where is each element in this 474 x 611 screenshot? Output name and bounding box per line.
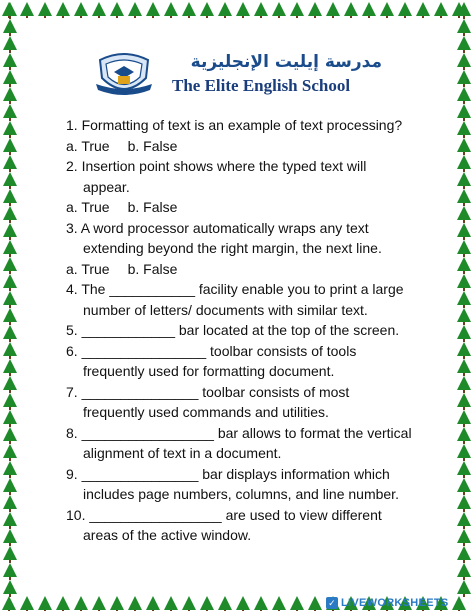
tree-icon — [457, 495, 471, 509]
tree-icon — [254, 596, 268, 610]
question-10-cont: areas of the active window. — [83, 527, 252, 543]
tree-icon — [457, 104, 471, 118]
answer-options-3 — [66, 259, 424, 280]
tree-icon — [457, 546, 471, 560]
tree-icon — [3, 19, 17, 33]
tree-icon — [3, 172, 17, 186]
tree-icon — [200, 2, 214, 16]
tree-icon — [164, 596, 178, 610]
question-4: 4. The ___________ facility enable you to print a large — [66, 281, 404, 297]
school-name-arabic: مدرسة إيليت الإنجليزية — [190, 52, 382, 72]
tree-icon — [457, 427, 471, 441]
tree-icon — [3, 308, 17, 322]
tree-icon — [457, 274, 471, 288]
tree-icon — [362, 2, 376, 16]
tree-icon — [92, 596, 106, 610]
tree-icon — [457, 206, 471, 220]
tree-icon — [3, 444, 17, 458]
tree-icon — [236, 2, 250, 16]
tree-icon — [3, 410, 17, 424]
tree-icon — [146, 2, 160, 16]
tree-icon — [3, 427, 17, 441]
tree-icon — [254, 2, 268, 16]
tree-icon — [3, 87, 17, 101]
tree-icon — [434, 2, 448, 16]
tree-icon — [308, 2, 322, 16]
tree-icon — [3, 529, 17, 543]
question-8-cont: alignment of text in a document. — [83, 445, 282, 461]
tree-icon — [38, 596, 52, 610]
tree-icon — [457, 2, 471, 16]
question-8: 8. _________________ bar allows to format the vertical — [66, 424, 412, 441]
tree-icon — [457, 410, 471, 424]
tree-icon — [457, 138, 471, 152]
option-false: b. False — [127, 199, 178, 215]
tree-icon — [20, 2, 34, 16]
option-false: b. False — [127, 260, 178, 277]
question-7-cont: frequently used commands and utilities. — [83, 404, 329, 420]
tree-icon — [3, 495, 17, 509]
question-3-cont: extending beyond the right margin, the next line. — [83, 240, 382, 256]
tree-icon — [38, 2, 52, 16]
tree-icon — [3, 70, 17, 84]
question-7: 7. _______________ toolbar consists of most — [66, 383, 350, 400]
option-true: a. True — [66, 199, 110, 215]
tree-icon — [457, 529, 471, 543]
tree-icon — [3, 393, 17, 407]
tree-icon — [3, 376, 17, 390]
tree-icon — [3, 257, 17, 271]
tree-icon — [3, 461, 17, 475]
school-name-english: The Elite English School — [172, 76, 351, 95]
school-logo — [96, 50, 386, 102]
tree-icon — [110, 596, 124, 610]
tree-icon — [3, 512, 17, 526]
tree-icon — [218, 596, 232, 610]
tree-icon — [3, 223, 17, 237]
tree-icon — [3, 546, 17, 560]
tree-icon — [74, 2, 88, 16]
tree-icon — [3, 155, 17, 169]
tree-icon — [457, 444, 471, 458]
tree-icon — [92, 2, 106, 16]
tree-icon — [74, 596, 88, 610]
option-false: b. False — [127, 137, 178, 154]
tree-icon — [457, 240, 471, 254]
right-tree-border — [454, 0, 474, 611]
tree-icon — [110, 2, 124, 16]
tree-icon — [3, 189, 17, 203]
worksheet-questions — [66, 115, 424, 546]
tree-icon — [457, 36, 471, 50]
tree-icon — [3, 325, 17, 339]
question-9: 9. _______________ bar displays information which — [66, 465, 390, 482]
tree-icon — [128, 596, 142, 610]
tree-icon — [290, 2, 304, 16]
tree-icon — [380, 2, 394, 16]
tree-icon — [344, 2, 358, 16]
question-3: 3. A word processor automatically wraps any text — [66, 219, 369, 236]
tree-icon — [457, 155, 471, 169]
question-10: 10. _________________ are used to view different — [66, 506, 382, 523]
question-4-cont: number of letters/ documents with similar text. — [83, 301, 368, 318]
tree-icon — [457, 563, 471, 577]
top-tree-border — [0, 0, 474, 18]
tree-icon — [457, 19, 471, 33]
tree-icon — [457, 87, 471, 101]
liveworksheets-logo[interactable] — [326, 596, 449, 610]
answer-options-1 — [66, 136, 424, 157]
tree-icon — [457, 461, 471, 475]
tree-icon — [3, 240, 17, 254]
tree-icon — [272, 2, 286, 16]
tree-icon — [398, 2, 412, 16]
question-6: 6. ________________ toolbar consists of tools — [66, 342, 357, 359]
tree-icon — [326, 2, 340, 16]
tree-icon — [457, 342, 471, 356]
tree-icon — [457, 291, 471, 305]
tree-icon — [3, 359, 17, 373]
question-2: 2. Insertion point shows where the typed text will — [66, 158, 367, 174]
option-true: a. True — [66, 260, 110, 277]
tree-icon — [457, 478, 471, 492]
tree-icon — [457, 359, 471, 373]
tree-icon — [3, 138, 17, 152]
tree-icon — [164, 2, 178, 16]
tree-icon — [457, 376, 471, 390]
tree-icon — [56, 2, 70, 16]
tree-icon — [3, 36, 17, 50]
question-6-cont: frequently used for formatting document. — [83, 363, 335, 379]
tree-icon — [3, 580, 17, 594]
tree-icon — [457, 223, 471, 237]
tree-icon — [3, 563, 17, 577]
tree-icon — [457, 393, 471, 407]
liveworksheets-icon: ✓ — [326, 597, 338, 609]
tree-icon — [457, 70, 471, 84]
tree-icon — [290, 596, 304, 610]
tree-icon — [308, 596, 322, 610]
answer-options-2 — [66, 197, 424, 218]
liveworksheets-brand-text: LIVEWORKSHEETS — [341, 597, 449, 609]
question-5: 5. ____________ bar located at the top of the screen. — [66, 322, 400, 338]
school-crest-icon — [96, 50, 152, 100]
tree-icon — [457, 189, 471, 203]
tree-icon — [3, 121, 17, 135]
tree-icon — [3, 342, 17, 356]
tree-icon — [56, 596, 70, 610]
left-tree-border — [0, 0, 20, 611]
tree-icon — [218, 2, 232, 16]
tree-icon — [457, 257, 471, 271]
tree-icon — [416, 2, 430, 16]
tree-icon — [146, 596, 160, 610]
option-true: a. True — [66, 137, 110, 154]
tree-icon — [457, 512, 471, 526]
question-2-cont: appear. — [83, 178, 130, 195]
tree-icon — [457, 172, 471, 186]
tree-icon — [457, 580, 471, 594]
tree-icon — [128, 2, 142, 16]
tree-icon — [3, 2, 17, 16]
question-9-cont: includes page numbers, columns, and line number. — [83, 486, 399, 502]
tree-icon — [457, 308, 471, 322]
tree-icon — [182, 2, 196, 16]
tree-icon — [3, 104, 17, 118]
tree-icon — [200, 596, 214, 610]
tree-icon — [3, 274, 17, 288]
question-1: 1. Formatting of text is an example of text processing? — [66, 117, 403, 133]
tree-icon — [182, 596, 196, 610]
tree-icon — [3, 291, 17, 305]
tree-icon — [3, 478, 17, 492]
tree-icon — [236, 596, 250, 610]
tree-icon — [457, 53, 471, 67]
tree-icon — [3, 53, 17, 67]
tree-icon — [3, 206, 17, 220]
tree-icon — [457, 121, 471, 135]
tree-icon — [457, 325, 471, 339]
tree-icon — [272, 596, 286, 610]
tree-icon — [20, 596, 34, 610]
